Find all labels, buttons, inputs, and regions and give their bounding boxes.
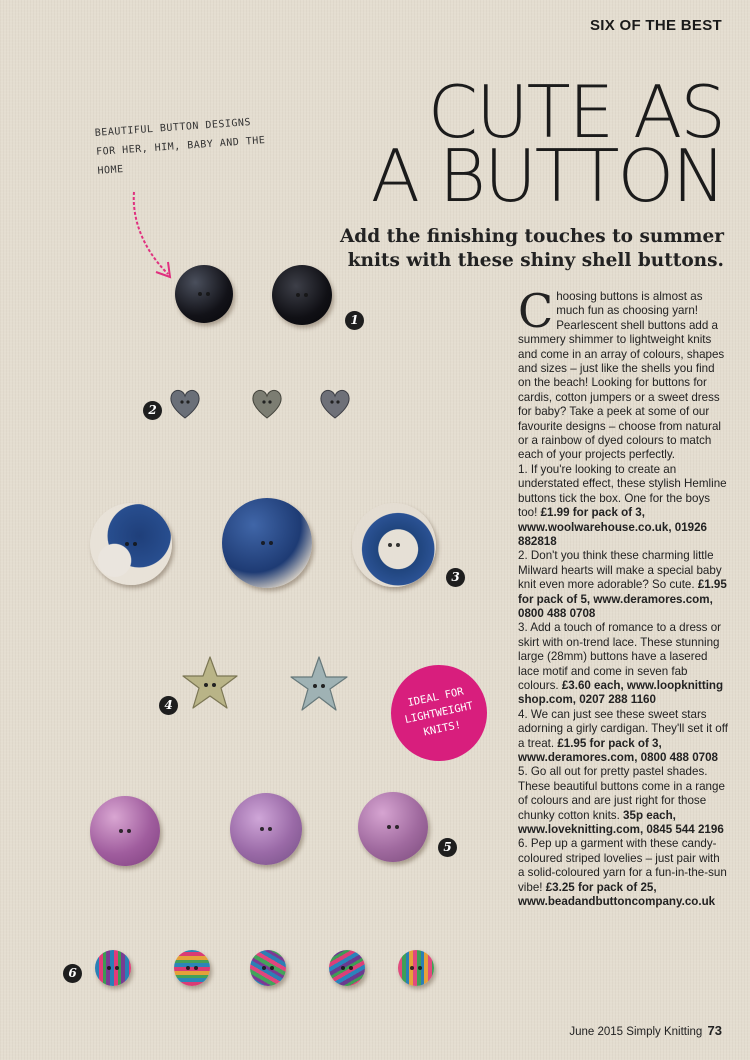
star-button-2: [288, 654, 350, 716]
button-black-2: [272, 265, 332, 325]
lace-button-2: [222, 498, 312, 588]
striped-button-4: [329, 950, 365, 986]
subtitle-line-1: Add the finishing touches to summer: [339, 226, 724, 247]
pastel-button-1: [90, 796, 160, 866]
item-number-5: 5: [438, 838, 457, 857]
article-intro: hoosing buttons is almost as much fun as choosing yarn! Pearlescent shell buttons add a summery shimmer to lightweight knits and come in an array of colours, shapes and sizes – just like the shells you find on the beach! Looking for buttons for cardis, cotton jumpers or a sweet dress for baby? Take a peek at some of our favourite designs – choose from natural or a rainbow of dyed colours to match each of your projects perfectly.: [518, 290, 725, 462]
pastel-button-3: [358, 792, 428, 862]
heart-button-1: [168, 388, 202, 420]
article-item-6: 6. Pep up a garment with these candy-coloured striped lovelies – just pair with a solid-coloured yarn for a fun-in-the-sun vibe! £3.25 for pack of 25, www.beadandbuttoncompany.co.uk: [518, 837, 727, 909]
title-line-1: CUTE AS: [427, 70, 724, 154]
folio-text: June 2015 Simply Knitting: [569, 1026, 703, 1038]
article-item-2: 2. Don't you think these charming little Milward hearts will make a special baby knit even more adorable? So cute. £1.95 for pack of 5, www.deramores.com, 0800 488 0708: [518, 549, 727, 620]
item-number-2: 2: [143, 401, 162, 420]
article-item-4: 4. We can just see these sweet stars adorning a girly cardigan. They'll set it off a treat. £1.95 for pack of 3, www.deramores.com, 0800 488 0708: [518, 707, 728, 764]
lace-button-3: [352, 503, 436, 587]
pastel-button-2: [230, 793, 302, 865]
callout-badge: IDEAL FOR LIGHTWEIGHT KNITS!: [382, 656, 496, 770]
heart-button-2: [250, 388, 284, 420]
star-button-1: [180, 654, 240, 714]
page-number: 73: [707, 1023, 722, 1038]
page-title: [370, 70, 724, 218]
striped-button-5: [398, 950, 434, 986]
striped-button-3: [250, 950, 286, 986]
page-footer: [569, 1023, 722, 1038]
title-line-2: A BUTTON: [370, 134, 724, 218]
item-number-4: 4: [159, 696, 178, 715]
lace-button-1: [90, 503, 172, 585]
button-black-1: [175, 265, 233, 323]
drop-cap: C: [518, 284, 554, 338]
handwritten-note: BEAUTIFUL BUTTON DESIGNS FOR HER, HIM, BABY AND THE HOME: [94, 117, 266, 177]
item-number-3: 3: [446, 568, 465, 587]
item-number-1: 1: [345, 311, 364, 330]
article-item-5: 5. Go all out for pretty pastel shades. These beautiful buttons come in a range of colours and are just right for those chunky cotton knits. 35p each, www.loveknitting.com, 0845 544 2196: [518, 765, 725, 837]
subtitle-line-2: knits with these shiny shell buttons.: [347, 250, 724, 271]
striped-button-1: [95, 950, 131, 986]
striped-button-2: [174, 950, 210, 986]
article-item-1: 1. If you're looking to create an understated effect, these stylish Hemline buttons tick the box. One for the boys too! £1.99 for pack of 3, www.woolwarehouse.co.uk, 01926 882818: [518, 462, 727, 548]
article-body: [518, 284, 728, 909]
item-number-6: 6: [63, 964, 82, 983]
heart-button-3: [318, 388, 352, 420]
subtitle: [304, 225, 724, 273]
section-label: SIX OF THE BEST: [589, 17, 722, 34]
pink-arrow-icon: [128, 188, 188, 288]
article-item-3: 3. Add a touch of romance to a dress or skirt with on-trend lace. These stunning large (28mm) buttons have a lasered lace motif and come in seven fab colours. £3.60 each, www.loopknitting shop.com, 0207 288 1160: [518, 621, 724, 707]
